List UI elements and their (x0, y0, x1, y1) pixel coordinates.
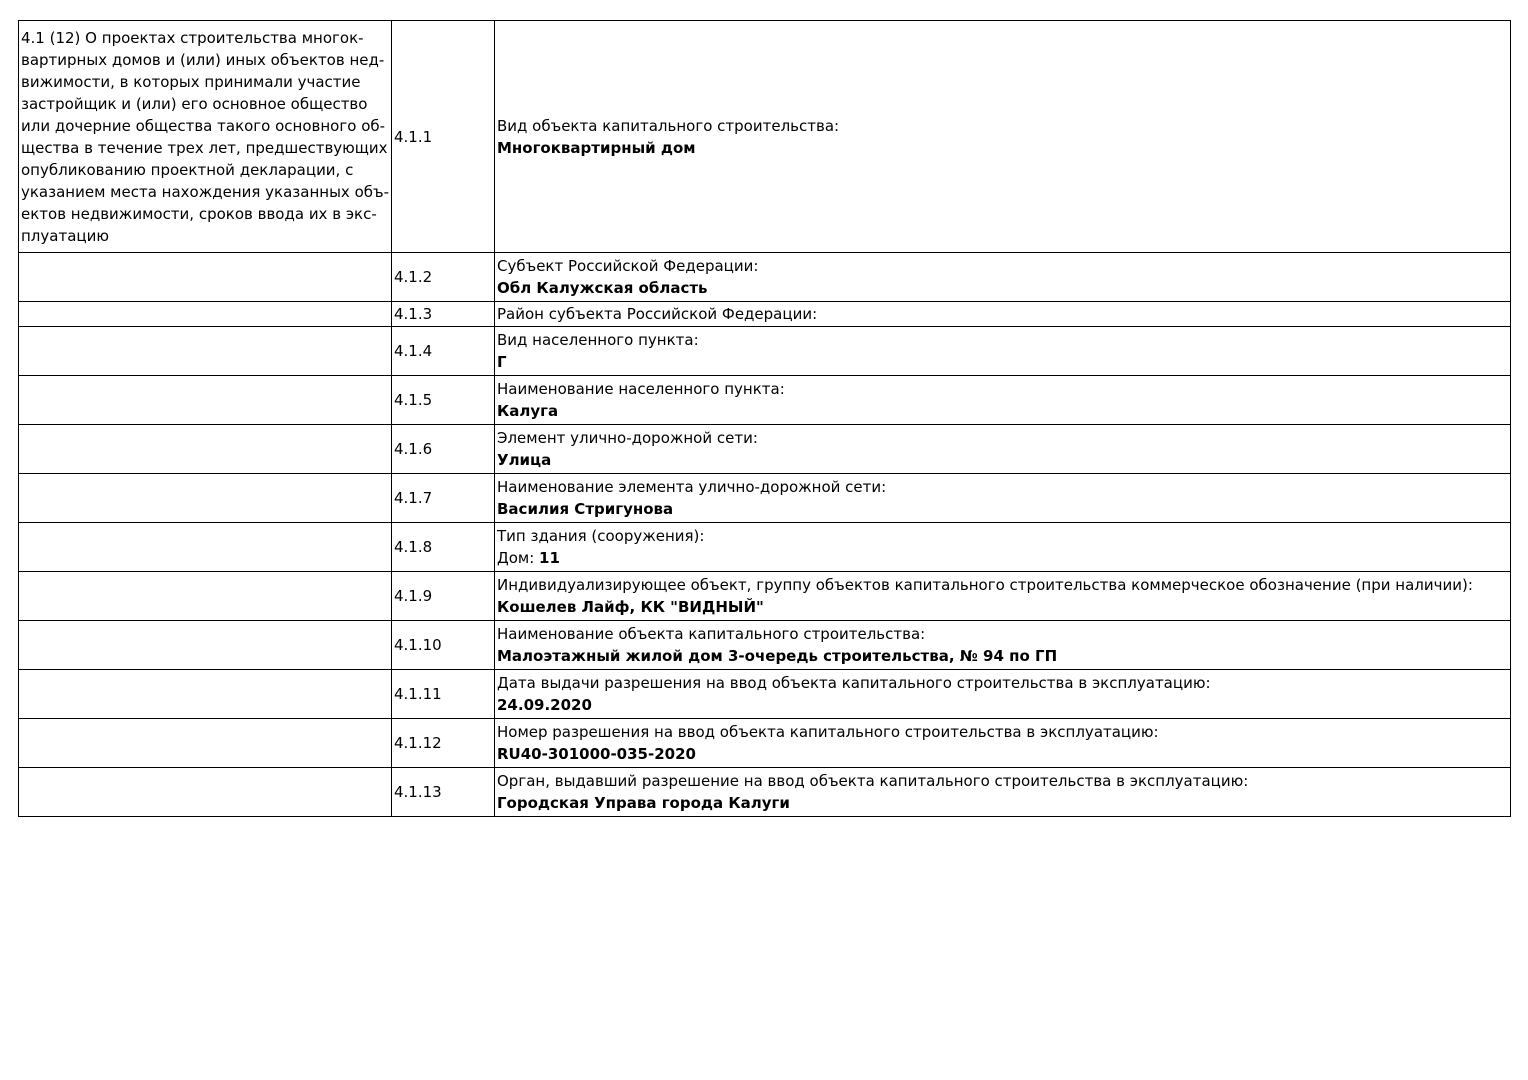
row-value: Городская Управа города Калуги (497, 794, 790, 812)
empty-section-cell (19, 621, 392, 670)
empty-section-cell (19, 425, 392, 474)
section-title-line: щества в течение трех лет, предшествующих (21, 138, 388, 157)
empty-section-cell (19, 253, 392, 302)
empty-section-cell (19, 768, 392, 817)
row-label: Орган, выдавший разрешение на ввод объекта капитального строительства в эксплуатацию: (497, 772, 1249, 790)
row-number: 4.1.9 (392, 572, 495, 621)
table-row (19, 768, 1511, 817)
row-number: 4.1.8 (392, 523, 495, 572)
empty-section-cell (19, 572, 392, 621)
section-title-line: плуатацию (21, 226, 109, 245)
row-content (495, 253, 1511, 302)
row-content (495, 376, 1511, 425)
row-content (495, 719, 1511, 768)
table-row (19, 719, 1511, 768)
row-number: 4.1.2 (392, 253, 495, 302)
row-content (495, 474, 1511, 523)
row-content (495, 670, 1511, 719)
table-row (19, 376, 1511, 425)
table-row (19, 21, 1511, 253)
table-row (19, 253, 1511, 302)
section-title-line: указанием места нахождения указанных объ- (21, 182, 390, 201)
row-number: 4.1.12 (392, 719, 495, 768)
empty-section-cell (19, 474, 392, 523)
declaration-table (18, 20, 1511, 817)
row-label: Номер разрешения на ввод объекта капитального строительства в эксплуатацию: (497, 723, 1159, 741)
row-value-prefix: Дом: (497, 549, 540, 567)
row-label: Район субъекта Российской Федерации: (497, 305, 818, 323)
table-row (19, 621, 1511, 670)
table-row (19, 670, 1511, 719)
table-row (19, 523, 1511, 572)
row-label: Вид населенного пункта: (497, 331, 699, 349)
row-label: Элемент улично-дорожной сети: (497, 429, 758, 447)
row-number: 4.1.10 (392, 621, 495, 670)
row-content (495, 768, 1511, 817)
row-value: Кошелев Лайф, КК "ВИДНЫЙ" (497, 598, 764, 616)
row-number: 4.1.11 (392, 670, 495, 719)
section-title-line: ектов недвижимости, сроков ввода их в экс- (21, 204, 377, 223)
row-value: Малоэтажный жилой дом 3-очередь строительства, № 94 по ГП (497, 647, 1058, 665)
row-value-line (497, 547, 1510, 569)
row-number: 4.1.1 (392, 21, 495, 253)
empty-section-cell (19, 523, 392, 572)
row-value: 11 (539, 549, 560, 567)
empty-section-cell (19, 376, 392, 425)
row-label: Наименование объекта капитального строительства: (497, 625, 926, 643)
row-label: Наименование населенного пункта: (497, 380, 785, 398)
row-label: Вид объекта капитального строительства: (497, 116, 840, 135)
section-title-line: вартирных домов и (или) иных объектов нед- (21, 50, 385, 69)
section-title-line: опубликованию проектной декларации, с (21, 160, 354, 179)
row-number: 4.1.4 (392, 327, 495, 376)
row-content (495, 523, 1511, 572)
row-content (495, 621, 1511, 670)
empty-section-cell (19, 719, 392, 768)
section-title-line: вижимости, в которых принимали участие (21, 72, 361, 91)
row-content (495, 572, 1511, 621)
empty-section-cell (19, 670, 392, 719)
table-row (19, 302, 1511, 327)
row-content (495, 21, 1511, 253)
row-number: 4.1.13 (392, 768, 495, 817)
row-label: Субъект Российской Федерации: (497, 257, 759, 275)
row-value: Обл Калужская область (497, 279, 708, 297)
row-number: 4.1.5 (392, 376, 495, 425)
row-label: Тип здания (сооружения): (497, 527, 705, 545)
row-value: 24.09.2020 (497, 696, 592, 714)
row-content (495, 302, 1511, 327)
row-value: Калуга (497, 402, 559, 420)
row-label: Наименование элемента улично-дорожной сети: (497, 478, 887, 496)
section-title-cell (19, 21, 392, 253)
table-row (19, 474, 1511, 523)
section-title-line: 4.1 (12) О проектах строительства многок- (21, 28, 364, 47)
row-number: 4.1.6 (392, 425, 495, 474)
row-value: Г (497, 353, 507, 371)
row-value: RU40-301000-035-2020 (497, 745, 696, 763)
row-number: 4.1.3 (392, 302, 495, 327)
empty-section-cell (19, 302, 392, 327)
section-title-line: застройщик и (или) его основное общество (21, 94, 368, 113)
row-content (495, 327, 1511, 376)
row-value: Улица (497, 451, 552, 469)
row-value: Василия Стригунова (497, 500, 674, 518)
row-label: Индивидуализирующее объект, группу объектов капитального строительства коммерческое обозначение (при наличии): (497, 576, 1473, 594)
section-title-line: или дочерние общества такого основного об- (21, 116, 386, 135)
empty-section-cell (19, 327, 392, 376)
table-row (19, 425, 1511, 474)
row-value: Многоквартирный дом (497, 138, 696, 157)
table-row (19, 572, 1511, 621)
row-label: Дата выдачи разрешения на ввод объекта капитального строительства в эксплуатацию: (497, 674, 1211, 692)
row-number: 4.1.7 (392, 474, 495, 523)
table-row (19, 327, 1511, 376)
row-content (495, 425, 1511, 474)
